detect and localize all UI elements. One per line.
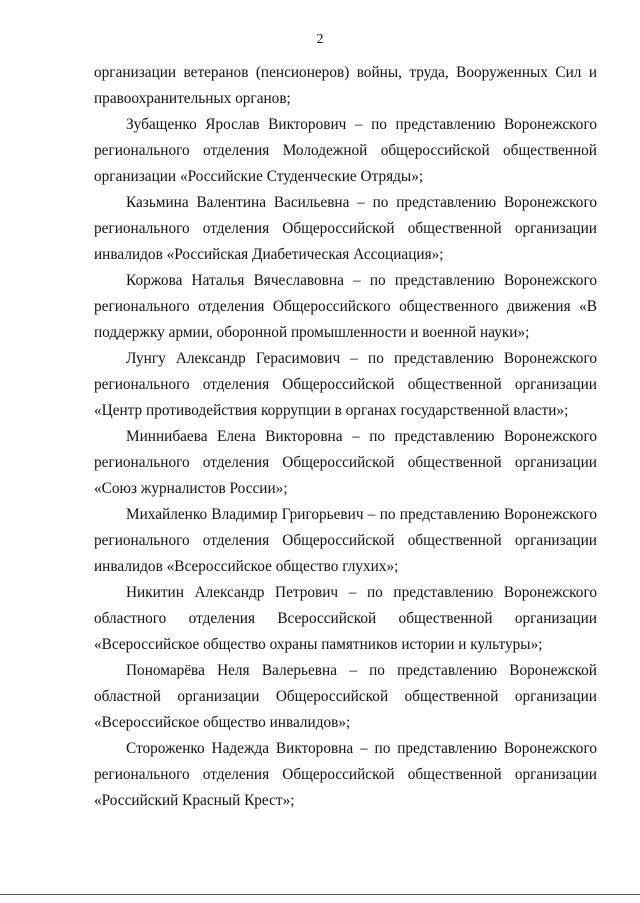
page-number: 2 (316, 32, 324, 47)
paragraph-mikhaylenko: Михайленко Владимир Григорьевич – по представлению Воронежского регионального отделения Общероссийской общественной организации инвалидов «Всероссийское общество глухих»; (94, 506, 597, 575)
paragraph-korzhova: Коржова Наталья Вячеславовна – по представлению Воронежского регионального отделения Общероссийского общественного движения «В поддержку армии, оборонной промышленности и военной науки»; (94, 272, 597, 341)
paragraph-zubashchenko: Зубащенко Ярослав Викторович – по представлению Воронежского регионального отделения Молодежной общероссийской общественной организации «Российские Студенческие Отряды»; (94, 116, 597, 185)
paragraph-continuation: организации ветеранов (пенсионеров) войны, труда, Вооруженных Сил и правоохранительных органов; (94, 64, 597, 107)
page-bottom-edge (0, 894, 640, 895)
paragraph-nikitin: Никитин Александр Петрович – по представлению Воронежского областного отделения Всероссийской общественной организации «Всероссийское общество охраны памятников истории и культуры»; (94, 584, 597, 653)
paragraph-ponomaryova: Пономарёва Неля Валерьевна – по представлению Воронежской областной организации Общероссийской общественной организации «Всероссийское общество инвалидов»; (94, 662, 597, 731)
paragraph-kazmina: Казьмина Валентина Васильевна – по представлению Воронежского регионального отделения Общероссийской общественной организации инвалидов «Российская Диабетическая Ассоциация»; (94, 194, 597, 263)
document-body (94, 60, 597, 814)
paragraph-lungu: Лунгу Александр Герасимович – по представлению Воронежского регионального отделения Общероссийской общественной организации «Центр противодействия коррупции в органах государственной власти»; (94, 350, 597, 419)
paragraph-storozhenko: Стороженко Надежда Викторовна – по представлению Воронежского регионального отделения Общероссийской общественной организации «Российский Красный Крест»; (94, 740, 597, 809)
paragraph-minnibaeva: Миннибаева Елена Викторовна – по представлению Воронежского регионального отделения Общероссийской общественной организации «Союз журналистов России»; (94, 428, 597, 497)
